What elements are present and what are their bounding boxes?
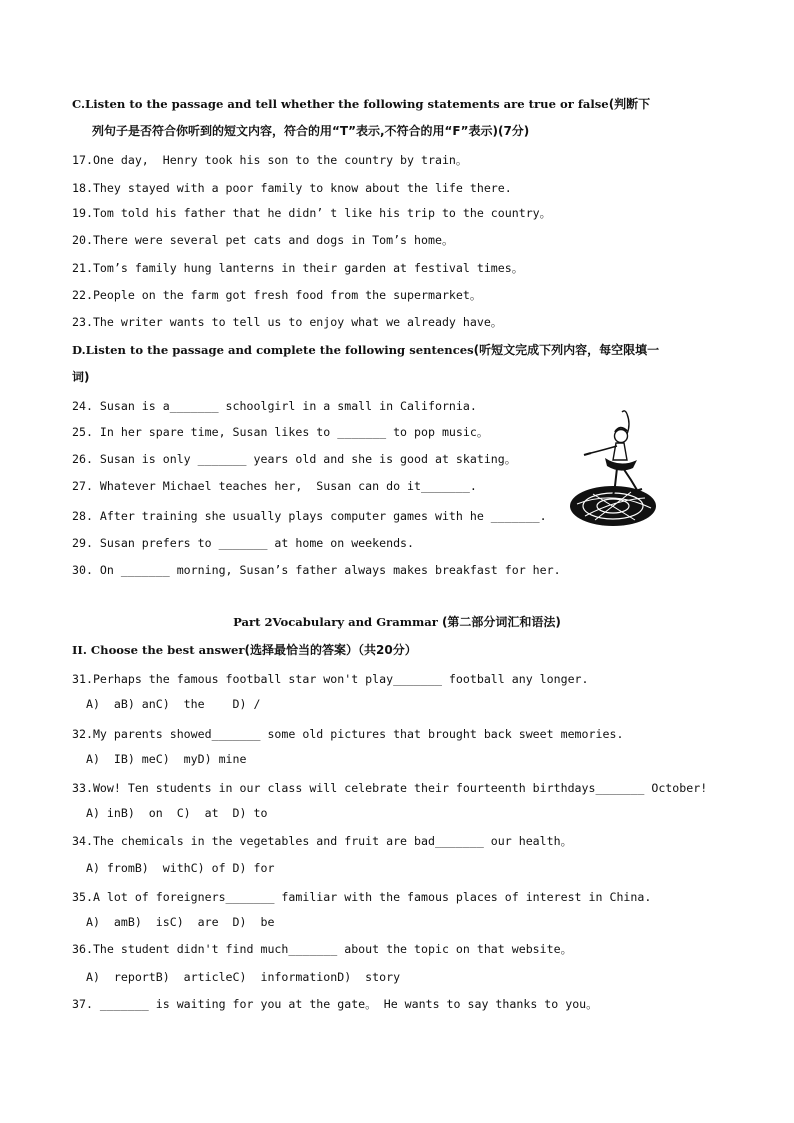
question-27: 27. Whatever Michael teaches her, Susan can do it_______.: [72, 479, 477, 493]
question-37: 37. _______ is waiting for you at the gate。 He wants to say thanks to you。: [72, 997, 598, 1011]
question-36: 36.The student didn't find much_______ about the topic on that website。: [72, 942, 573, 956]
section-c-heading-cn: (判断下: [608, 97, 651, 111]
question-31-options: A) aB) anC) the D) /: [72, 697, 261, 711]
question-35-options: A) amB) isC) are D) be: [72, 915, 275, 929]
section-d-heading-line2: 词): [72, 370, 90, 384]
question-28: 28. After training she usually plays computer games with he _______.: [72, 509, 547, 523]
question-33: 33.Wow! Ten students in our class will celebrate their fourteenth birthdays_______ October!: [72, 781, 708, 795]
question-24: 24. Susan is a_______ schoolgirl in a small in California.: [72, 399, 477, 413]
section-ii-heading-cn: (选择最恰当的答案）（共20分）: [244, 643, 417, 657]
section-c-heading-line2: 列句子是否符合你听到的短文内容，符合的用“T”表示,不符合的用“F”表示)(7分): [92, 124, 530, 138]
section-ii-heading: [72, 644, 417, 657]
question-34-options: A) fromB) withC) of D) for: [72, 861, 275, 875]
part-2-title: [0, 616, 794, 629]
question-35: 35.A lot of foreigners_______ familiar with the famous places of interest in China.: [72, 890, 652, 904]
section-d-heading-en: D.Listen to the passage and complete the following sentences: [72, 343, 474, 357]
section-c-heading: [72, 98, 650, 111]
question-32-options: A) IB) meC) myD) mine: [72, 752, 247, 766]
question-30: 30. On _______ morning, Susan’s father always makes breakfast for her.: [72, 563, 561, 577]
question-22: 22.People on the farm got fresh food from the supermarket。: [72, 288, 482, 302]
question-36-options: A) reportB) articleC) informationD) story: [72, 970, 401, 984]
question-29: 29. Susan prefers to _______ at home on weekends.: [72, 536, 415, 550]
question-33-options: A) inB) on C) at D) to: [72, 806, 268, 820]
question-23: 23.The writer wants to tell us to enjoy what we already have。: [72, 315, 503, 329]
question-26: 26. Susan is only _______ years old and she is good at skating。: [72, 452, 517, 466]
section-d-heading: [72, 344, 659, 357]
question-32: 32.My parents showed_______ some old pictures that brought back sweet memories.: [72, 727, 624, 741]
question-25: 25. In her spare time, Susan likes to _______ to pop music。: [72, 425, 489, 439]
skater-illustration: [565, 406, 660, 528]
section-c-heading-en: C.Listen to the passage and tell whether the following statements are true or false: [72, 97, 609, 111]
question-31: 31.Perhaps the famous football star won't play_______ football any longer.: [72, 672, 589, 686]
part-2-title-en: Part 2Vocabulary and Grammar: [233, 615, 438, 629]
part-2-title-cn: (第二部分词汇和语法): [441, 615, 561, 629]
section-d-heading-cn: (听短文完成下列内容，每空限填一: [473, 343, 660, 357]
question-21: 21.Tom’s family hung lanterns in their garden at festival times。: [72, 261, 524, 275]
question-19: 19.Tom told his father that he didn’ t like his trip to the country。: [72, 206, 552, 220]
question-18: 18.They stayed with a poor family to know about the life there.: [72, 181, 512, 195]
section-ii-heading-en: II. Choose the best answer: [72, 643, 245, 657]
question-34: 34.The chemicals in the vegetables and fruit are bad_______ our health。: [72, 834, 573, 848]
question-17: 17.One day, Henry took his son to the country by train。: [72, 153, 468, 167]
question-20: 20.There were several pet cats and dogs in Tom’s home。: [72, 233, 454, 247]
